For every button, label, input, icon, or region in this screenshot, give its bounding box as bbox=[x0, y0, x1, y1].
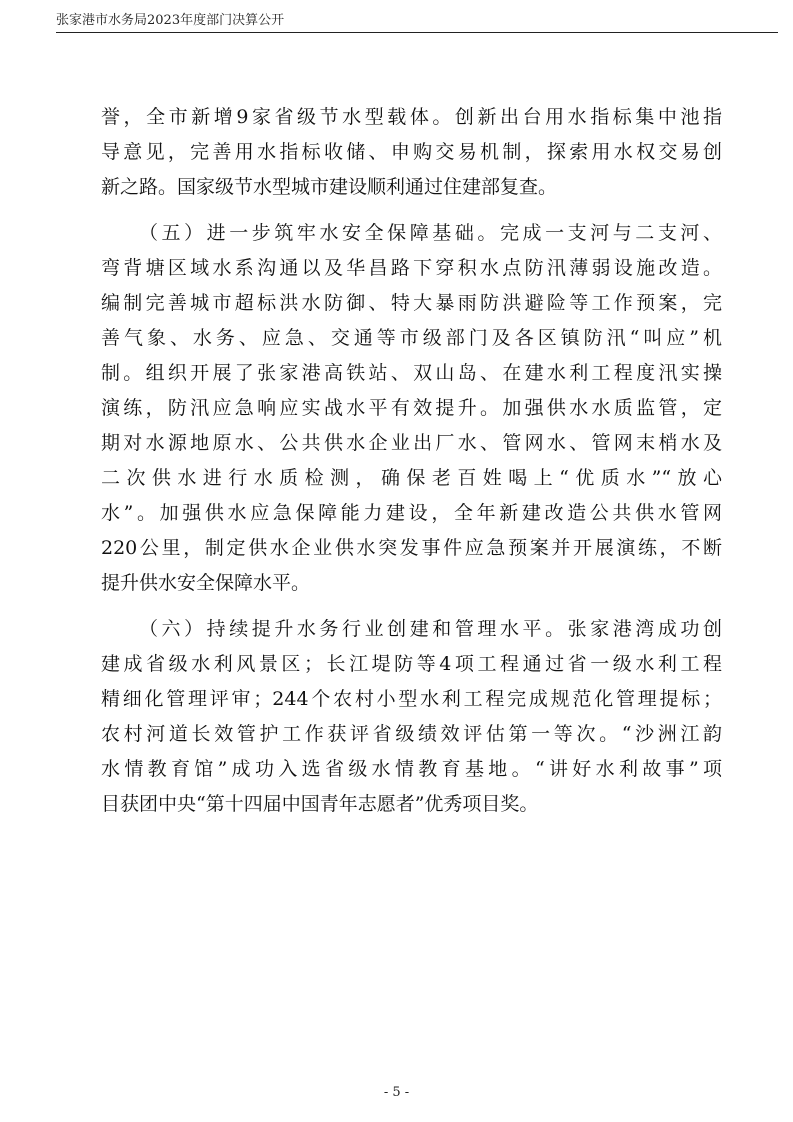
text-line: 水”。加强供水应急保障能力建设，全年新建改造公共供水管网 bbox=[101, 502, 722, 524]
text-line: 220公里，制定供水企业供水突发事件应急预案并开展演练，不断 bbox=[101, 537, 722, 559]
text-line: 制。组织开展了张家港高铁站、双山岛、在建水利工程度汛实操 bbox=[101, 362, 722, 384]
text-line: 新之路。国家级节水型城市建设顺利通过住建部复查。 bbox=[101, 176, 558, 198]
paragraph-2 bbox=[101, 216, 722, 601]
page-header: 张家港市水务局2023年度部门决算公开 bbox=[56, 10, 778, 33]
text-line: （六）持续提升水务行业创建和管理水平。张家港湾成功创 bbox=[139, 618, 722, 640]
page-number: - 5 - bbox=[383, 1085, 410, 1100]
text-line: 水情教育馆”成功入选省级水情教育基地。“讲好水利故事”项 bbox=[101, 758, 722, 780]
text-line: 导意见，完善用水指标收储、申购交易机制，探索用水权交易创 bbox=[101, 141, 722, 163]
text-line: 精细化管理评审；244个农村小型水利工程完成规范化管理提标； bbox=[101, 688, 722, 710]
text-line: 目获团中央“第十四届中国青年志愿者”优秀项目奖。 bbox=[101, 793, 539, 815]
paragraph-3 bbox=[101, 612, 722, 822]
text-line: 弯背塘区域水系沟通以及华昌路下穿积水点防汛薄弱设施改造。 bbox=[101, 257, 722, 279]
text-line: 善气象、水务、应急、交通等市级部门及各区镇防汛“叫应”机 bbox=[101, 327, 722, 349]
text-line: 农村河道长效管护工作获评省级绩效评估第一等次。“沙洲江韵 bbox=[101, 723, 722, 745]
text-line: 编制完善城市超标洪水防御、特大暴雨防洪避险等工作预案，完 bbox=[101, 292, 722, 314]
document-body bbox=[101, 100, 722, 822]
text-line: 誉，全市新增9家省级节水型载体。创新出台用水指标集中池指 bbox=[101, 106, 722, 128]
text-line: 提升供水安全保障水平。 bbox=[101, 572, 311, 594]
paragraph-1 bbox=[101, 100, 722, 205]
text-line: 期对水源地原水、公共供水企业出厂水、管网水、管网末梢水及 bbox=[101, 432, 722, 454]
text-line: 建成省级水利风景区；长江堤防等4项工程通过省一级水利工程 bbox=[101, 653, 722, 675]
text-line: 演练，防汛应急响应实战水平有效提升。加强供水水质监管，定 bbox=[101, 397, 722, 419]
text-line: （五）进一步筑牢水安全保障基础。完成一支河与二支河、 bbox=[139, 222, 722, 244]
text-line: 二次供水进行水质检测，确保老百姓喝上“优质水”“放心 bbox=[101, 467, 722, 489]
